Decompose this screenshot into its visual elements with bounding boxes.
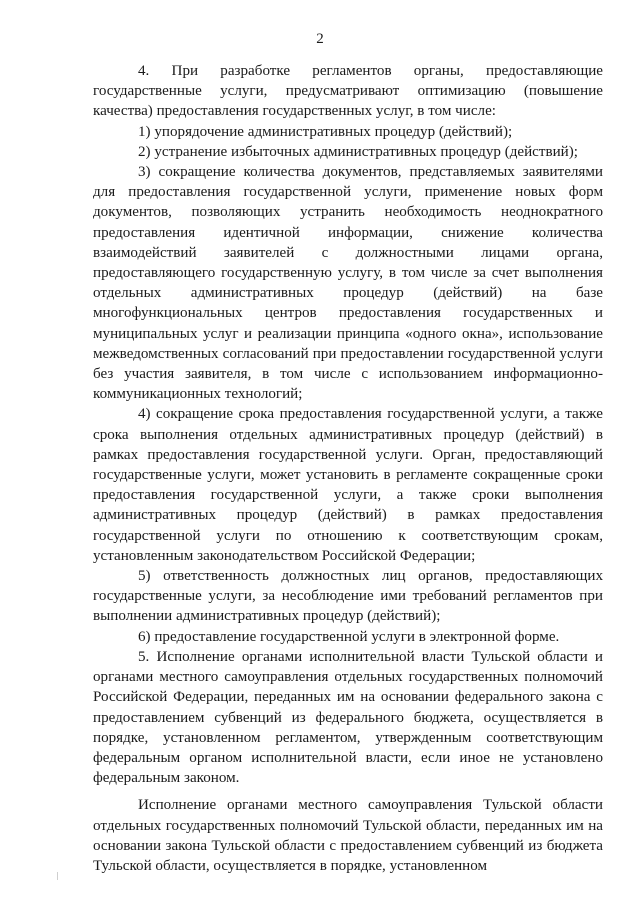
list-item-2: 2) устранение избыточных административных процедур (действий); [138,143,578,160]
scan-edge-mark [57,872,58,880]
paragraph-item-4: 4. При разработке регламентов органы, предоставляющие государственные услуги, предусматривают оптимизацию (повышение качества) предоставления государственных услуг, в том числе: [93,63,603,120]
paragraph-item-5: 5. Исполнение органами исполнительной власти Тульской области и органами местного самоуправления отдельных государственных полномочий Российской Федерации, переданных им на основании федерального закона с предоставлением субвенций из федерального бюджета, осуществляется в порядке, установленном регламентом, утвержденным соответствующим федеральным органом исполнительной власти, если иное не установлено федеральным законом. [93,648,603,787]
list-item-4: 4) сокращение срока предоставления государственной услуги, а также срока выполнения отдельных административных процедур (действий) в рамках предоставления государственной услуги. Орган, предоставляющий государственные услуги, может установить в регламенте сокращенные сроки предоставления государственной услуги, а также сроки выполнения административных процедур (действий) в рамках предоставления государственной услуги по отношению к соответствующим срокам, установленным законодательством Российской Федерации; [93,406,603,564]
list-item-3: 3) сокращение количества документов, представляемых заявителями для предоставления государственной услуги, применение новых форм документов, позволяющих устранить необходимость неоднократного предоставления идентичной информации, снижение количества взаимодействий заявителей с должностными лицами органа, предоставляющего государственную услугу, в том числе за счет выполнения отдельных административных процедур (действий) на базе многофункциональных центров предоставления государственных и муниципальных услуг и реализации принципа «одного окна», использование межведомственных согласований при предоставлении государственной услуги без участия заявителя, в том числе с использованием информационно-коммуникационных технологий; [93,164,603,403]
list-item-6: 6) предоставление государственной услуги в электронной форме. [138,628,560,645]
page-number: 2 [316,31,324,47]
list-item-5: 5) ответственность должностных лиц органов, предоставляющих государственные услуги, за несоблюдение ими требований регламентов при выполнении административных процедур (действий); [93,568,603,625]
document-body [93,61,603,876]
paragraph-continuation: Исполнение органами местного самоуправления Тульской области отдельных государственных полномочий Тульской области, переданных им на основании закона Тульской области с предоставлением субвенций из бюджета Тульской области, осуществляется в порядке, установленном [93,797,603,874]
list-item-1: 1) упорядочение административных процедур (действий); [138,123,513,140]
